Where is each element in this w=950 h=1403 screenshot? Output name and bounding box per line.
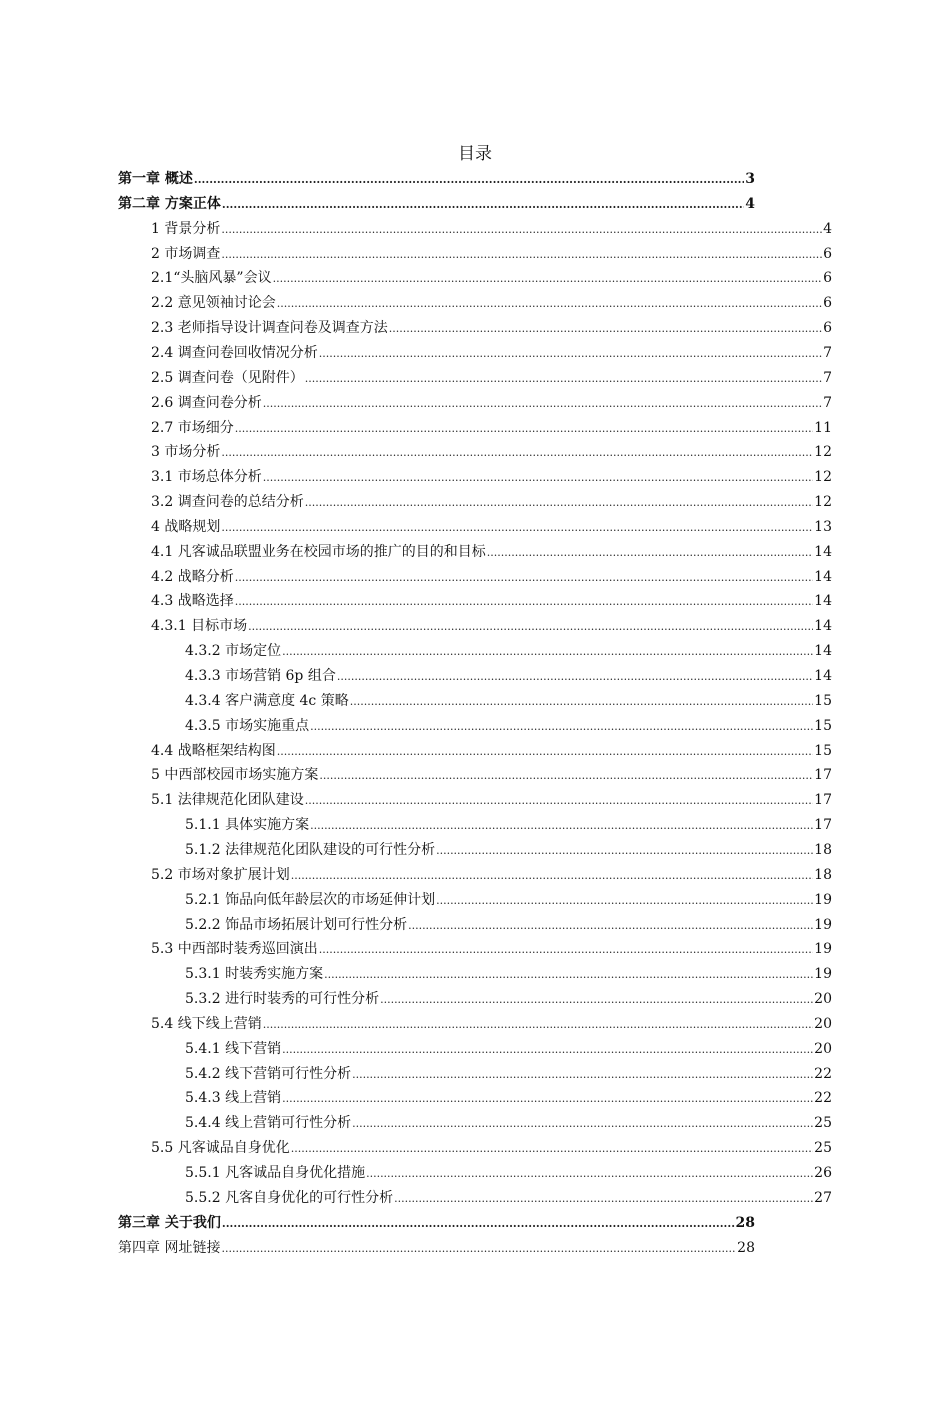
- toc-dot-leader: [436, 839, 813, 863]
- toc-entry[interactable]: [151, 440, 832, 464]
- toc-entry-label: 4.4 战略框架结构图: [151, 742, 276, 759]
- toc-dot-leader: [352, 1063, 813, 1087]
- toc-entry-label: 5.4.2 线下营销可行性分析: [185, 1065, 352, 1082]
- toc-entry-label: 5.4.1 线下营销: [185, 1040, 282, 1057]
- toc-dot-leader: [273, 267, 822, 291]
- toc-entry-label: 2.4 调查问卷回收情况分析: [151, 344, 318, 361]
- toc-entry-page-number: 14: [814, 593, 832, 610]
- toc-entry[interactable]: [185, 664, 832, 688]
- toc-entry-page-number: 6: [823, 295, 832, 312]
- toc-entry-page-number: 18: [814, 866, 832, 883]
- toc-entry-page-number: 12: [814, 494, 832, 511]
- toc-entry-page-number: 17: [814, 817, 832, 834]
- toc-entry[interactable]: [151, 614, 832, 638]
- toc-entry-page-number: 17: [814, 767, 832, 784]
- toc-entry[interactable]: [151, 266, 832, 290]
- toc-dot-leader: [277, 292, 822, 316]
- toc-entry-label: 3.1 市场总体分析: [151, 469, 262, 486]
- toc-entry-page-number: 15: [814, 692, 832, 709]
- toc-entry[interactable]: [151, 242, 832, 266]
- toc-entry[interactable]: [185, 1161, 832, 1185]
- toc-entry-label: 5.4 线下线上营销: [151, 1015, 262, 1032]
- toc-entry-label: 2.2 意见领袖讨论会: [151, 295, 276, 312]
- toc-entry[interactable]: [118, 167, 755, 191]
- toc-entry-page-number: 19: [814, 916, 832, 933]
- toc-entry[interactable]: [151, 937, 832, 961]
- toc-entry[interactable]: [185, 639, 832, 663]
- toc-entry-label: 3.2 调查问卷的总结分析: [151, 494, 304, 511]
- toc-entry[interactable]: [185, 1062, 832, 1086]
- toc-dot-leader: [310, 814, 813, 838]
- toc-entry[interactable]: [151, 341, 832, 365]
- toc-entry-page-number: 12: [814, 444, 832, 461]
- toc-dot-leader: [277, 740, 813, 764]
- toc-dot-leader: [248, 615, 813, 639]
- toc-entry-label: 5.4.4 线上营销可行性分析: [185, 1115, 352, 1132]
- toc-entry-label: 3 市场分析: [151, 444, 221, 461]
- toc-entry[interactable]: [185, 1111, 832, 1135]
- toc-dot-leader: [221, 1237, 736, 1261]
- toc-entry-page-number: 6: [823, 245, 832, 262]
- toc-entry-page-number: 19: [814, 891, 832, 908]
- toc-entry-page-number: 13: [814, 518, 832, 535]
- toc-dot-leader: [305, 789, 813, 813]
- toc-entry-page-number: 22: [814, 1090, 832, 1107]
- toc-entry-label: 5.1 法律规范化团队建设: [151, 792, 304, 809]
- toc-entry-label: 第二章 方案正体: [118, 195, 221, 212]
- toc-dot-leader: [389, 317, 822, 341]
- toc-entry[interactable]: [151, 863, 832, 887]
- toc-entry-label: 4.3.3 市场营销 6p 组合: [185, 668, 336, 684]
- toc-dot-leader: [394, 1187, 813, 1211]
- toc-entry[interactable]: [151, 515, 832, 539]
- toc-entry-label: 5.5 凡客诚品自身优化: [151, 1140, 290, 1157]
- toc-dot-leader: [235, 566, 813, 590]
- toc-entry[interactable]: [151, 763, 832, 787]
- toc-entry[interactable]: [118, 1211, 755, 1235]
- toc-entry-page-number: 20: [814, 991, 832, 1008]
- toc-entry-page-number: 25: [814, 1115, 832, 1132]
- toc-entry-label: 4.2 战略分析: [151, 568, 234, 585]
- toc-entry-page-number: 3: [745, 171, 755, 187]
- toc-entry[interactable]: [151, 1012, 832, 1036]
- toc-dot-leader: [222, 193, 744, 217]
- toc-entry-page-number: 28: [737, 1239, 755, 1256]
- toc-dot-leader: [282, 1087, 813, 1111]
- toc-dot-leader: [282, 640, 813, 664]
- toc-entry-page-number: 7: [823, 344, 832, 361]
- toc-entry-page-number: 14: [814, 668, 832, 684]
- toc-entry-label: 5.5.1 凡客诚品自身优化措施: [185, 1165, 366, 1181]
- toc-entry[interactable]: [185, 1037, 832, 1061]
- toc-entry-label: 4.3.5 市场实施重点: [185, 717, 310, 734]
- toc-entry-label: 5.2.2 饰品市场拓展计划可行性分析: [185, 916, 408, 933]
- toc-entry[interactable]: [151, 366, 832, 390]
- toc-entry-label: 5.4.3 线上营销: [185, 1090, 282, 1107]
- toc-entry[interactable]: [118, 192, 755, 216]
- toc-dot-leader: [291, 864, 813, 888]
- toc-entry-label: 2.1“头脑风暴”会议: [151, 270, 272, 287]
- toc-dot-leader: [291, 1137, 813, 1161]
- toc-entry-label: 5.5.2 凡客自身优化的可行性分析: [185, 1189, 394, 1206]
- toc-dot-leader: [221, 516, 813, 540]
- toc-entry[interactable]: [151, 391, 832, 415]
- toc-entry-label: 2.6 调查问卷分析: [151, 394, 262, 411]
- toc-dot-leader: [263, 392, 822, 416]
- toc-dot-leader: [408, 914, 813, 938]
- toc-entry-label: 4.1 凡客诚品联盟业务在校园市场的推广的目的和目标: [151, 543, 486, 560]
- toc-dot-leader: [305, 491, 813, 515]
- toc-entry-page-number: 20: [814, 1040, 832, 1057]
- toc-entry-page-number: 14: [814, 568, 832, 585]
- toc-entry[interactable]: [151, 490, 832, 514]
- toc-entry-label: 5.3.1 时装秀实施方案: [185, 966, 324, 983]
- toc-title: 目录: [458, 144, 492, 164]
- toc-entry[interactable]: [151, 540, 832, 564]
- toc-entry-label: 2.5 调查问卷（见附件）: [151, 369, 304, 386]
- toc-entry[interactable]: [185, 1086, 832, 1110]
- toc-entry[interactable]: [185, 1186, 832, 1210]
- toc-dot-leader: [319, 938, 813, 962]
- toc-entry-page-number: 7: [823, 394, 832, 411]
- toc-entry[interactable]: [185, 913, 832, 937]
- toc-entry[interactable]: [118, 1236, 755, 1260]
- toc-entry-label: 2.3 老师指导设计调查问卷及调查方法: [151, 320, 388, 337]
- toc-entry-page-number: 17: [814, 792, 832, 809]
- toc-entry[interactable]: [151, 788, 832, 812]
- toc-entry[interactable]: [185, 714, 832, 738]
- toc-entry-page-number: 4: [823, 220, 832, 237]
- toc-entry-label: 5 中西部校园市场实施方案: [151, 767, 319, 784]
- toc-entry-label: 5.3 中西部时装秀巡回演出: [151, 941, 318, 958]
- toc-entry-page-number: 19: [814, 966, 832, 983]
- toc-entry-page-number: 15: [814, 717, 832, 734]
- toc-entry-label: 4.3.4 客户满意度 4c 策略: [185, 692, 349, 709]
- toc-dot-leader: [235, 417, 813, 441]
- toc-entry-label: 4 战略规划: [151, 518, 221, 535]
- toc-entry-label: 5.2 市场对象扩展计划: [151, 866, 290, 883]
- toc-entry-page-number: 19: [814, 941, 832, 958]
- toc-entry-label: 第一章 概述: [118, 171, 193, 187]
- toc-entry[interactable]: [151, 739, 832, 763]
- toc-dot-leader: [380, 988, 813, 1012]
- toc-entry-page-number: 7: [823, 369, 832, 386]
- toc-dot-leader: [487, 541, 813, 565]
- toc-dot-leader: [350, 690, 813, 714]
- toc-dot-leader: [194, 168, 744, 192]
- toc-dot-leader: [436, 889, 813, 913]
- toc-entry[interactable]: [151, 316, 832, 340]
- toc-dot-leader: [221, 243, 822, 267]
- toc-entry[interactable]: [151, 291, 832, 315]
- toc-dot-leader: [319, 342, 822, 366]
- toc-entry-page-number: 6: [823, 320, 832, 337]
- toc-entry-page-number: 14: [814, 643, 832, 660]
- toc-dot-leader: [221, 218, 822, 242]
- toc-entry[interactable]: [151, 1136, 832, 1160]
- toc-entry[interactable]: [151, 416, 832, 440]
- toc-entry-page-number: 12: [814, 469, 832, 486]
- toc-entry-label: 5.2.1 饰品向低年龄层次的市场延伸计划: [185, 891, 436, 908]
- toc-entry-label: 2.7 市场细分: [151, 419, 234, 436]
- toc-entry-label: 5.3.2 进行时装秀的可行性分析: [185, 991, 380, 1008]
- toc-entry-page-number: 27: [814, 1189, 832, 1206]
- toc-entry-label: 4.3.1 目标市场: [151, 618, 248, 635]
- toc-dot-leader: [305, 367, 822, 391]
- toc-entry[interactable]: [151, 217, 832, 241]
- toc-dot-leader: [324, 963, 813, 987]
- toc-entry-label: 4.3.2 市场定位: [185, 643, 282, 660]
- toc-entry-label: 第四章 网址链接: [118, 1239, 221, 1256]
- toc-entry[interactable]: [185, 689, 832, 713]
- toc-entry-page-number: 14: [814, 543, 832, 560]
- toc-entry[interactable]: [185, 962, 832, 986]
- toc-entry-page-number: 6: [823, 270, 832, 287]
- toc-entry-page-number: 14: [814, 618, 832, 635]
- toc-entry-page-number: 22: [814, 1065, 832, 1082]
- toc-entry-label: 5.1.2 法律规范化团队建设的可行性分析: [185, 841, 436, 858]
- toc-entry-label: 5.1.1 具体实施方案: [185, 817, 310, 834]
- toc-entry-label: 4.3 战略选择: [151, 593, 234, 610]
- toc-entry[interactable]: [151, 565, 832, 589]
- toc-dot-leader: [352, 1112, 813, 1136]
- toc-dot-leader: [221, 441, 813, 465]
- toc-entry[interactable]: [151, 465, 832, 489]
- toc-entry-label: 1 背景分析: [151, 220, 221, 237]
- toc-dot-leader: [263, 466, 813, 490]
- toc-entry[interactable]: [185, 838, 832, 862]
- toc-entry-page-number: 11: [814, 419, 832, 436]
- toc-entry-page-number: 20: [814, 1015, 832, 1032]
- toc-entry-page-number: 4: [745, 195, 755, 212]
- toc-entry-page-number: 25: [814, 1140, 832, 1157]
- toc-entry-label: 第三章 关于我们: [118, 1214, 221, 1231]
- toc-entry-page-number: 28: [735, 1214, 755, 1231]
- toc-dot-leader: [337, 665, 813, 689]
- toc-entry-page-number: 15: [814, 742, 832, 759]
- toc-entry[interactable]: [185, 987, 832, 1011]
- toc-entry[interactable]: [185, 813, 832, 837]
- toc-dot-leader: [235, 590, 813, 614]
- toc-dot-leader: [222, 1212, 735, 1236]
- toc-dot-leader: [310, 715, 813, 739]
- toc-dot-leader: [263, 1013, 813, 1037]
- toc-entry-page-number: 26: [814, 1165, 832, 1181]
- toc-entry-page-number: 18: [814, 841, 832, 858]
- toc-entry-label: 2 市场调查: [151, 245, 221, 262]
- toc-entry[interactable]: [185, 888, 832, 912]
- toc-entry[interactable]: [151, 589, 832, 613]
- toc-dot-leader: [282, 1038, 813, 1062]
- toc-dot-leader: [319, 764, 813, 788]
- toc-dot-leader: [366, 1162, 813, 1186]
